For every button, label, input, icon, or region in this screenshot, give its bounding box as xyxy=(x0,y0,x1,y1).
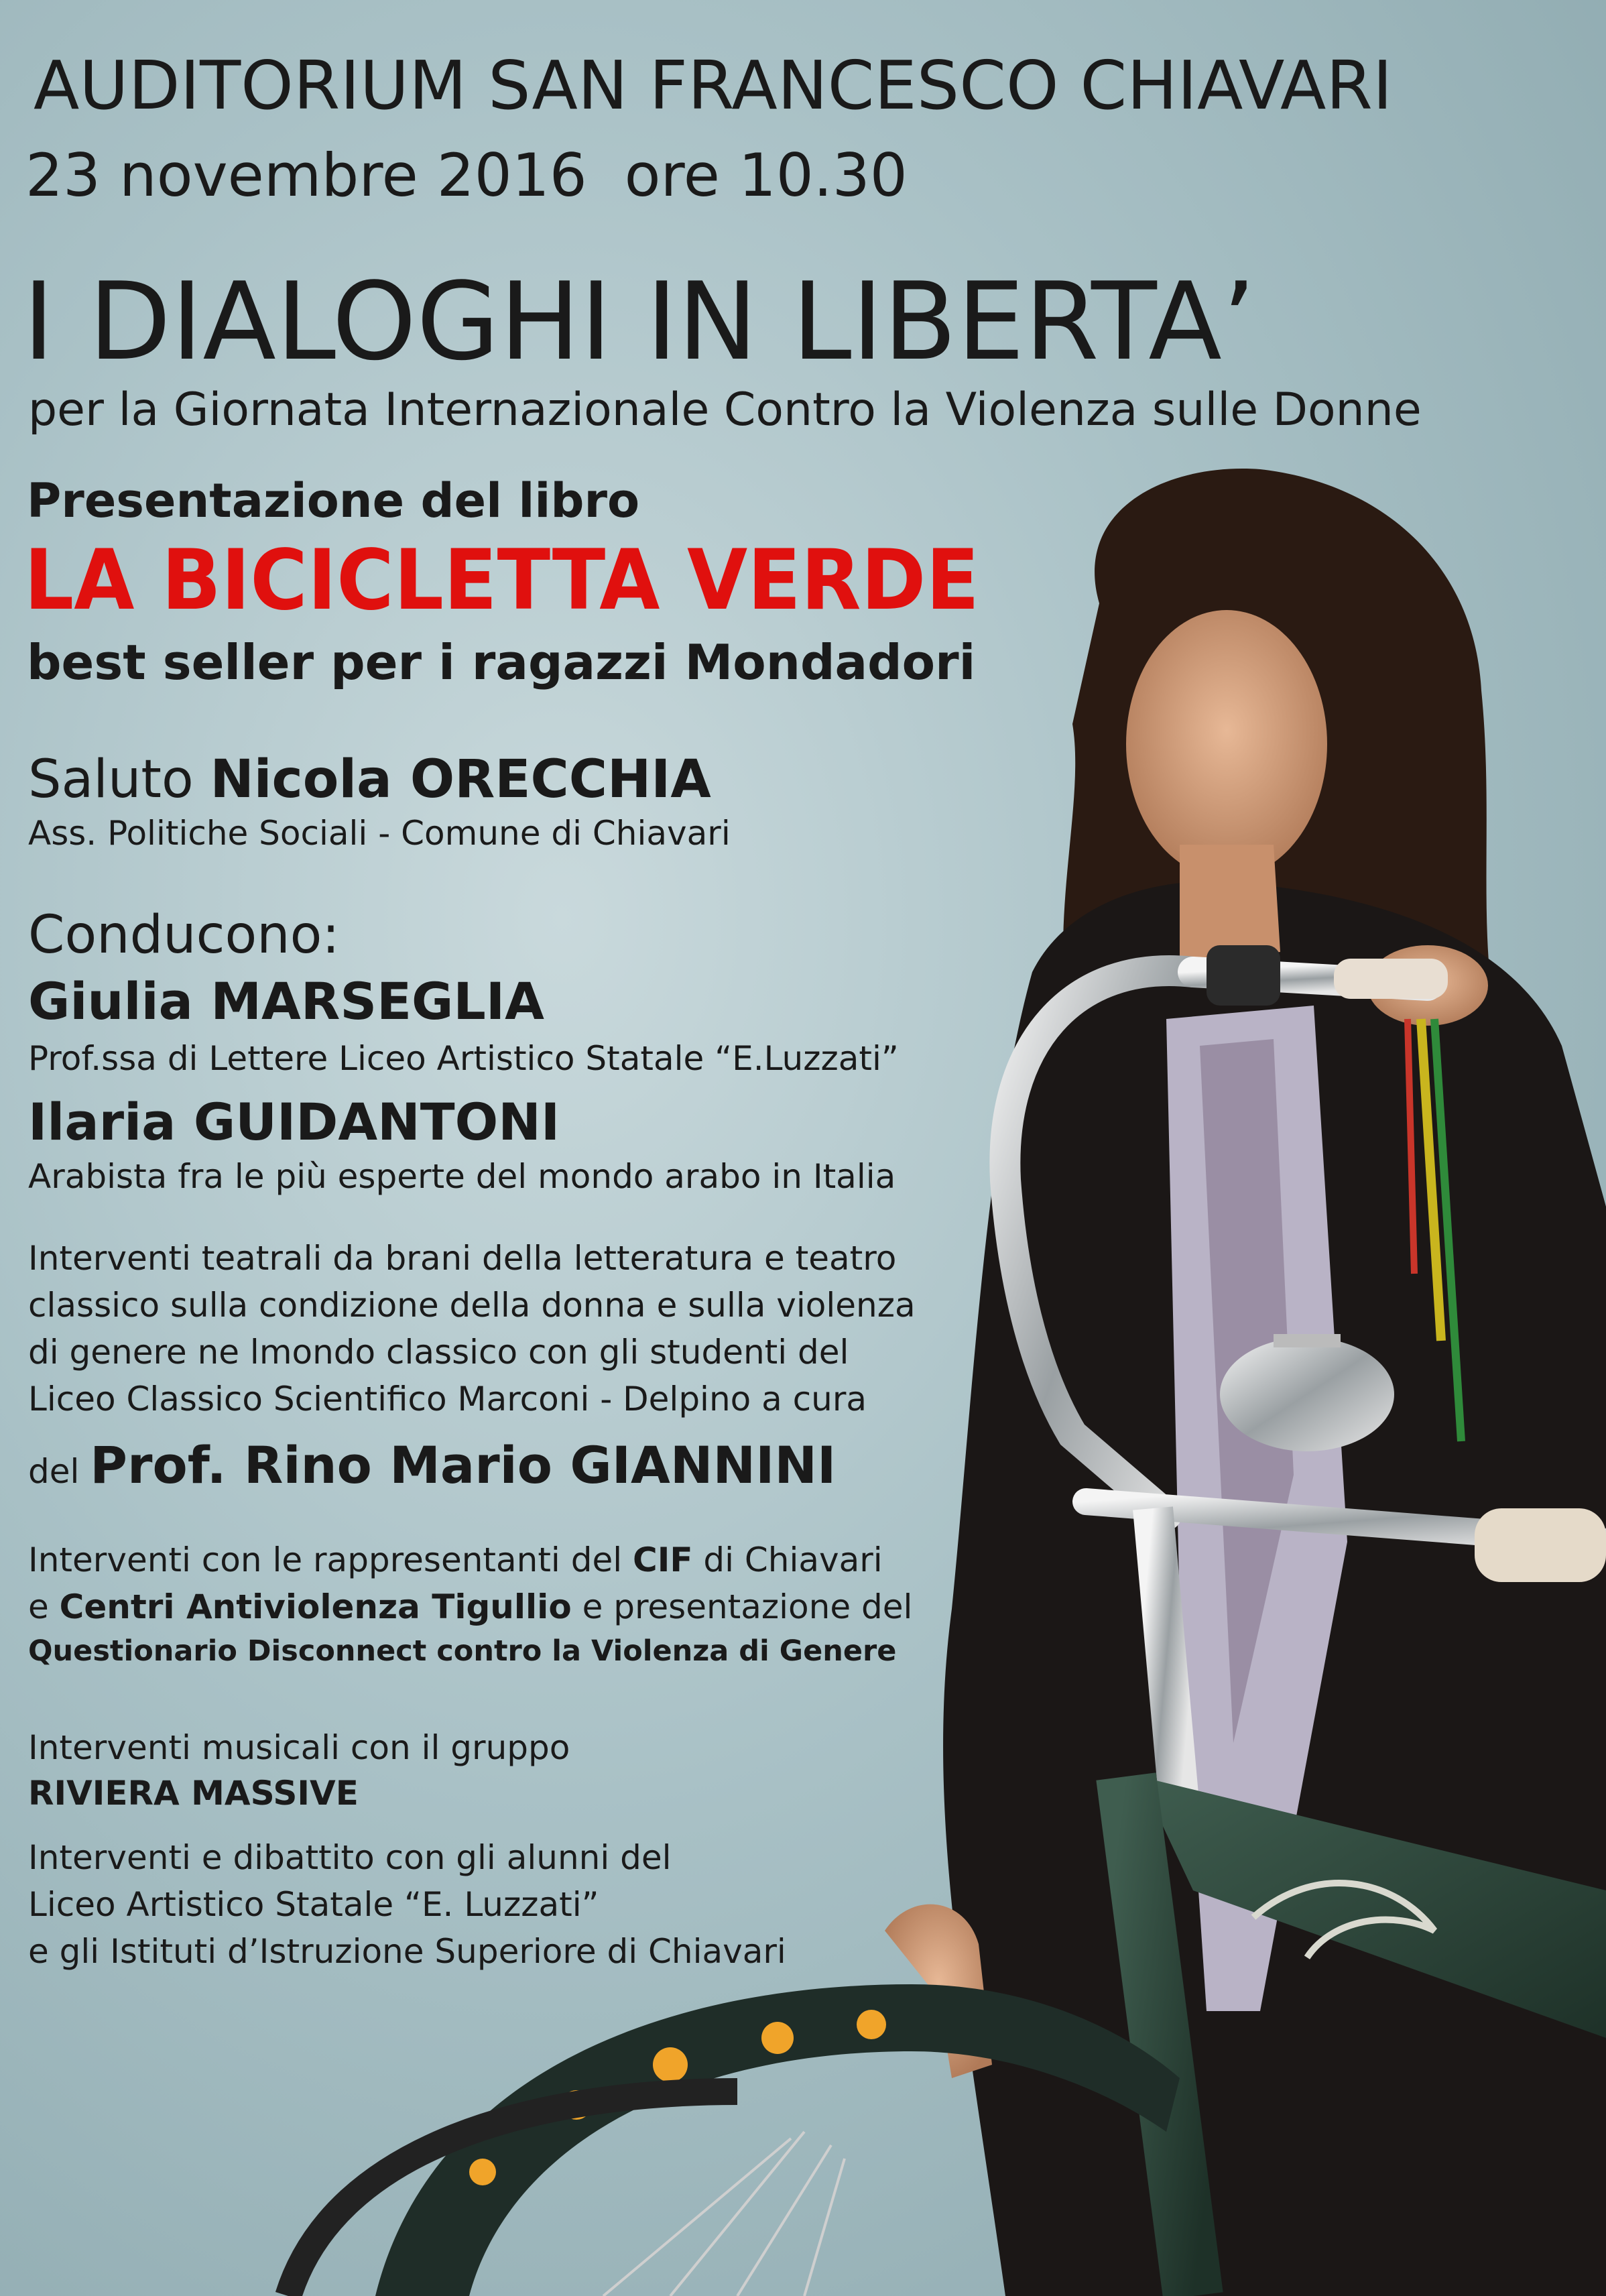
music-band: RIVIERA MASSIVE xyxy=(28,1774,359,1813)
host-name-2: Ilaria GUIDANTONI xyxy=(28,1092,560,1152)
cif-line-1-c: di Chiavari xyxy=(692,1540,883,1579)
theatre-line-2: classico sulla condizione della donna e sulla violenza xyxy=(28,1286,916,1325)
greeting-prefix: Saluto xyxy=(28,749,210,810)
debate-line-3: e gli Istituti d’Istruzione Superiore di Chiavari xyxy=(28,1932,786,1971)
theatre-line-3: di genere ne lmondo classico con gli studenti del xyxy=(28,1333,849,1372)
cif-line-3: Questionario Disconnect contro la Violenza di Genere xyxy=(28,1634,897,1668)
cif-line-2-c: e presentazione del xyxy=(571,1587,913,1626)
music-line: Interventi musicali con il gruppo xyxy=(28,1728,570,1767)
book-subtitle: best seller per i ragazzi Mondadori xyxy=(27,634,976,690)
theatre-curator-line xyxy=(28,1435,837,1495)
host-role-1: Prof.ssa di Lettere Liceo Artistico Statale “E.Luzzati” xyxy=(28,1039,899,1078)
hosts-heading: Conducono: xyxy=(28,905,340,965)
venue-heading: AUDITORIUM SAN FRANCESCO CHIAVARI xyxy=(34,46,1393,125)
event-date-time: 23 novembre 2016 ore 10.30 xyxy=(25,141,908,210)
greeting-role: Ass. Politiche Sociali - Comune di Chiavari xyxy=(28,814,731,853)
theatre-line-4: Liceo Classico Scientifico Marconi - Delpino a cura xyxy=(28,1380,867,1418)
host-role-2: Arabista fra le più esperte del mondo arabo in Italia xyxy=(28,1157,896,1196)
event-title: I DIALOGHI IN LIBERTA’ xyxy=(23,259,1256,384)
cif-line-2-b: Centri Antiviolenza Tigullio xyxy=(59,1587,572,1626)
debate-line-2: Liceo Artistico Statale “E. Luzzati” xyxy=(28,1885,599,1924)
host-name-1: Giulia MARSEGLIA xyxy=(28,971,544,1031)
book-title: LA BICICLETTA VERDE xyxy=(24,532,980,629)
event-occasion: per la Giornata Internazionale Contro la Violenza sulle Donne xyxy=(28,383,1422,436)
face-shape xyxy=(1126,610,1327,878)
cif-line-1 xyxy=(28,1540,883,1579)
cif-line-1-b: CIF xyxy=(633,1540,693,1579)
cif-line-2-a: e xyxy=(28,1587,60,1626)
theatre-curator-prefix: del xyxy=(28,1452,90,1491)
cif-line-2 xyxy=(28,1587,913,1626)
debate-line-1: Interventi e dibattito con gli alunni del xyxy=(28,1838,672,1877)
greeting-name: Nicola ORECCHIA xyxy=(210,749,711,810)
cif-line-1-a: Interventi con le rappresentanti del xyxy=(28,1540,633,1579)
theatre-line-1: Interventi teatrali da brani della letteratura e teatro xyxy=(28,1239,897,1278)
theatre-curator-name: Prof. Rino Mario GIANNINI xyxy=(90,1435,837,1495)
book-intro: Presentazione del libro xyxy=(27,473,640,528)
bell-shape xyxy=(1220,1337,1394,1451)
greeting-line xyxy=(28,749,711,810)
